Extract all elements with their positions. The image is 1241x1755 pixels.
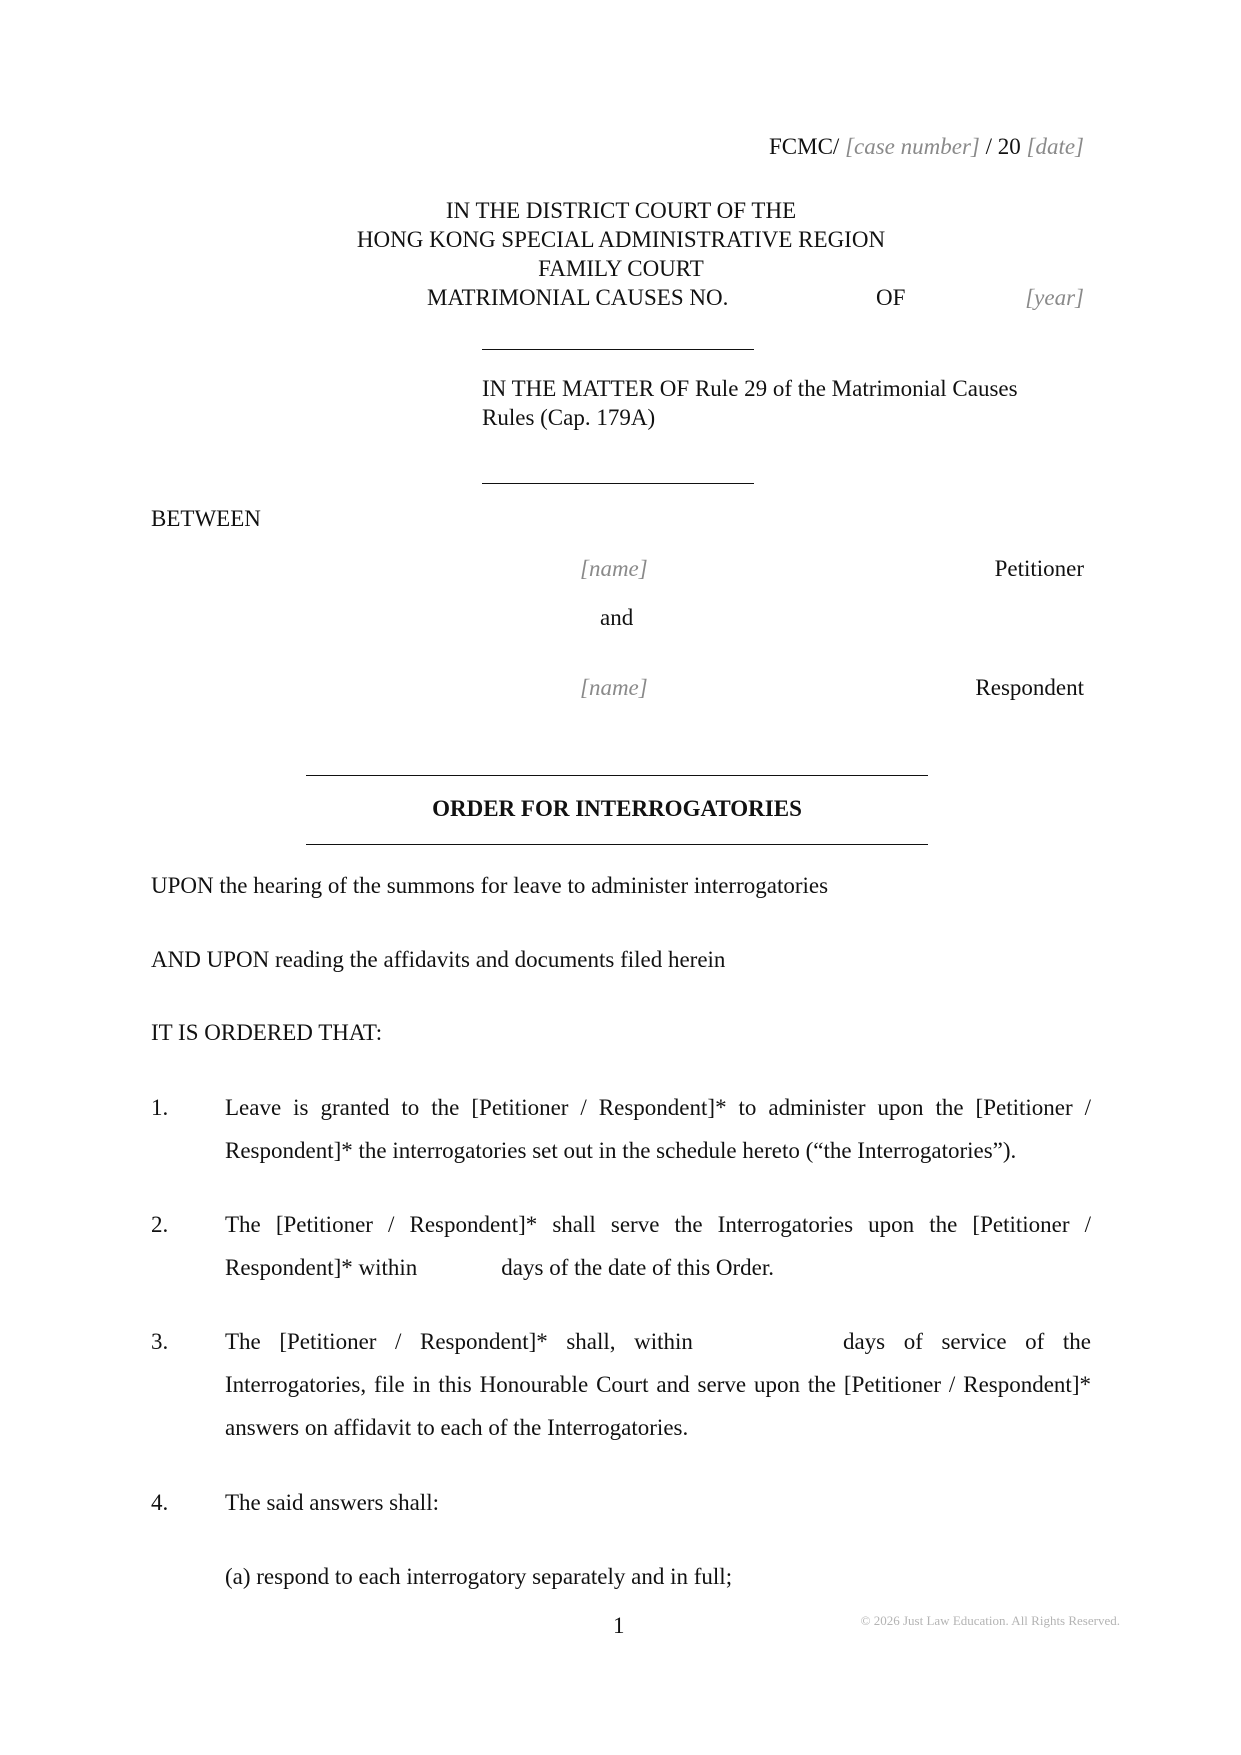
clause-text-after-blank: days of service of the Interrogatories, file in this Honourable Court and serve upon the [Petitioner / Respondent]* answers on affidavit to each of the Interrogatories. [225,1329,1092,1440]
clause-text [225,1320,1091,1449]
recital-hearing: UPON the hearing of the summons for leave to administer interrogatories [151,873,829,898]
heading-divider-bottom [482,483,754,484]
between-label: BETWEEN [151,506,261,531]
matrimonial-causes-of: OF [876,285,906,310]
order-title: ORDER FOR INTERROGATORIES [432,796,802,821]
respondent-role: Respondent [975,675,1084,700]
sub-clause-text: (a) respond to each interrogatory separately and in full; [225,1564,733,1589]
court-heading-line3: FAMILY COURT [538,256,704,281]
petitioner-role: Petitioner [994,556,1084,581]
clause-text-before-blank: The [Petitioner / Respondent]* shall serve the Interrogatories upon the [Petitioner / Respondent]* within [225,1212,1091,1280]
clause-text-after-blank: days of the date of this Order. [501,1255,775,1280]
matter-line1: IN THE MATTER OF Rule 29 of the Matrimonial Causes [482,376,1018,401]
clause-text: Leave is granted to the [Petitioner / Respondent]* to administer upon the [Petitioner / Respondent]* the interrogatories set out in the schedule hereto (“the Interrogatories”). [225,1095,1091,1163]
case-ref-prefix: FCMC/ [768,134,840,159]
respondent-name-placeholder[interactable]: [name] [580,675,648,700]
clause-number: 4. [151,1490,169,1515]
clause-number: 3. [151,1329,169,1354]
title-divider-top [306,775,928,776]
page-number: 1 [613,1613,625,1638]
court-heading-line2: HONG KONG SPECIAL ADMINISTRATIVE REGION [356,227,886,252]
case-date-placeholder[interactable]: [date] [1026,134,1084,159]
recital-ordered: IT IS ORDERED THAT: [151,1020,383,1045]
case-reference [769,134,1084,160]
title-divider-bottom [306,844,928,845]
heading-divider-top [482,349,754,350]
clause-text-before-blank: The [Petitioner / Respondent]* shall, within [225,1329,693,1354]
clause-number: 1. [151,1095,169,1120]
petitioner-name-placeholder[interactable]: [name] [580,556,648,581]
court-heading-line1: IN THE DISTRICT COURT OF THE [445,198,797,223]
clause-text: The said answers shall: [225,1490,439,1515]
and-label: and [600,605,634,630]
copyright-notice: © 2026 Just Law Education. All Rights Reserved. [860,1613,1120,1628]
clause-number: 2. [151,1212,169,1237]
case-number-placeholder[interactable]: [case number] [845,134,980,159]
matter-line2: Rules (Cap. 179A) [482,405,656,430]
recital-reading: AND UPON reading the affidavits and documents filed herein [151,947,726,972]
matrimonial-causes-label: MATRIMONIAL CAUSES NO. [427,285,729,310]
clause-text [225,1203,1091,1289]
case-ref-separator: / 20 [985,134,1021,159]
matrimonial-causes-year-placeholder[interactable]: [year] [1025,285,1084,310]
